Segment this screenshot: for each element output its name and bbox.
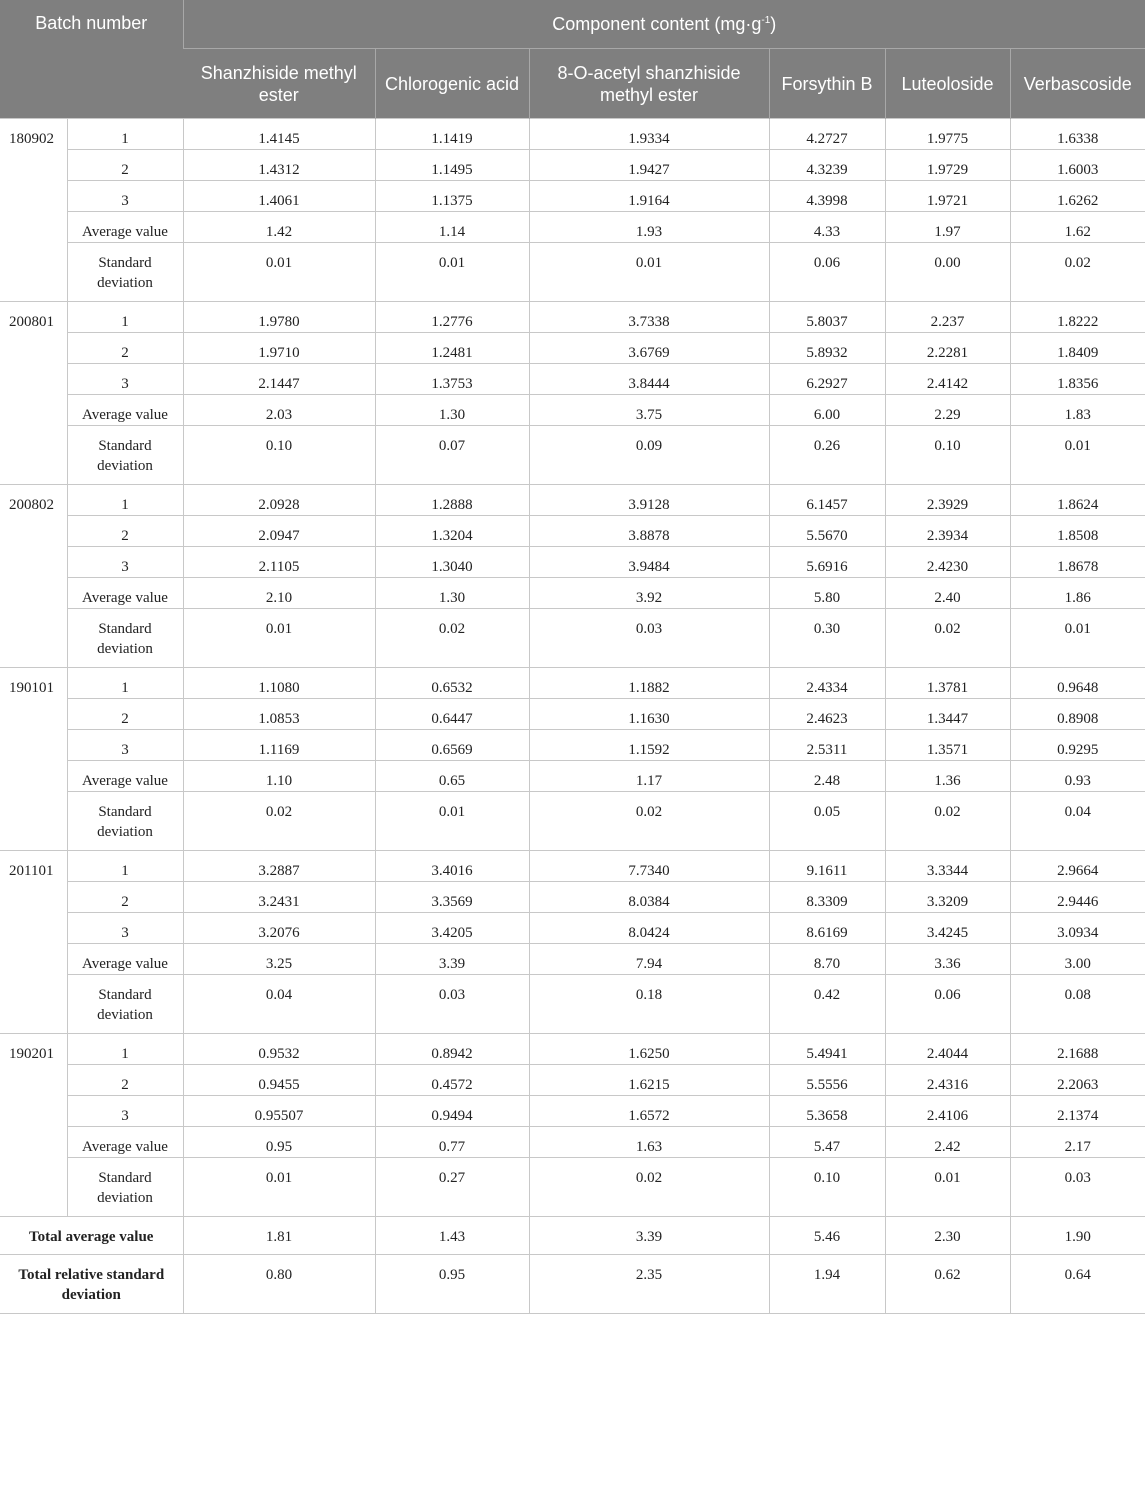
row-label-cell: 2 — [67, 1065, 183, 1096]
row-label-cell: 3 — [67, 730, 183, 761]
value-cell: 2.4230 — [885, 547, 1010, 578]
value-cell: 2.03 — [183, 395, 375, 426]
value-cell: 0.07 — [375, 426, 529, 485]
value-cell: 2.35 — [529, 1255, 769, 1314]
value-cell: 3.92 — [529, 578, 769, 609]
value-cell: 8.3309 — [769, 882, 885, 913]
value-cell: 0.64 — [1010, 1255, 1145, 1314]
value-cell: 1.30 — [375, 395, 529, 426]
table-row — [0, 851, 1145, 882]
value-cell: 0.30 — [769, 609, 885, 668]
table-body — [0, 119, 1145, 1314]
value-cell: 0.06 — [885, 975, 1010, 1034]
value-cell: 3.9484 — [529, 547, 769, 578]
value-cell: 3.6769 — [529, 333, 769, 364]
row-label-cell: Average value — [67, 395, 183, 426]
value-cell: 2.4623 — [769, 699, 885, 730]
value-cell: 3.2431 — [183, 882, 375, 913]
value-cell: 3.3569 — [375, 882, 529, 913]
value-cell: 1.6250 — [529, 1034, 769, 1065]
value-cell: 0.01 — [183, 243, 375, 302]
value-cell: 3.2076 — [183, 913, 375, 944]
value-cell: 0.01 — [375, 243, 529, 302]
row-label-cell: Average value — [67, 761, 183, 792]
value-cell: 0.02 — [885, 609, 1010, 668]
value-cell: 1.8222 — [1010, 302, 1145, 333]
table-row — [0, 1034, 1145, 1065]
value-cell: 1.14 — [375, 212, 529, 243]
value-cell: 7.7340 — [529, 851, 769, 882]
value-cell: 2.9446 — [1010, 882, 1145, 913]
value-cell: 7.94 — [529, 944, 769, 975]
value-cell: 1.3781 — [885, 668, 1010, 699]
value-cell: 0.00 — [885, 243, 1010, 302]
value-cell: 2.5311 — [769, 730, 885, 761]
row-label-cell: 2 — [67, 516, 183, 547]
value-cell: 2.3934 — [885, 516, 1010, 547]
value-cell: 1.9334 — [529, 119, 769, 150]
value-cell: 1.6572 — [529, 1096, 769, 1127]
value-cell: 1.90 — [1010, 1217, 1145, 1255]
value-cell: 1.8356 — [1010, 364, 1145, 395]
value-cell: 0.9455 — [183, 1065, 375, 1096]
row-label-cell: 2 — [67, 333, 183, 364]
table-row — [0, 426, 1145, 485]
value-cell: 0.80 — [183, 1255, 375, 1314]
value-cell: 1.86 — [1010, 578, 1145, 609]
value-cell: 8.0424 — [529, 913, 769, 944]
value-cell: 3.3209 — [885, 882, 1010, 913]
value-cell: 1.43 — [375, 1217, 529, 1255]
value-cell: 9.1611 — [769, 851, 885, 882]
table-row — [0, 975, 1145, 1034]
value-cell: 0.02 — [1010, 243, 1145, 302]
value-cell: 2.10 — [183, 578, 375, 609]
value-cell: 0.05 — [769, 792, 885, 851]
value-cell: 0.02 — [375, 609, 529, 668]
value-cell: 5.5556 — [769, 1065, 885, 1096]
totals-row — [0, 1217, 1145, 1255]
value-cell: 0.01 — [1010, 609, 1145, 668]
row-label-cell: 1 — [67, 485, 183, 516]
value-cell: 0.10 — [183, 426, 375, 485]
value-cell: 3.9128 — [529, 485, 769, 516]
value-cell: 3.39 — [529, 1217, 769, 1255]
value-cell: 1.93 — [529, 212, 769, 243]
value-cell: 4.33 — [769, 212, 885, 243]
batch-number-cell: 180902 — [0, 119, 67, 302]
value-cell: 5.3658 — [769, 1096, 885, 1127]
row-label-cell: 1 — [67, 302, 183, 333]
table-row — [0, 578, 1145, 609]
table-row — [0, 333, 1145, 364]
value-cell: 4.2727 — [769, 119, 885, 150]
value-cell: 2.0928 — [183, 485, 375, 516]
totals-row — [0, 1255, 1145, 1314]
row-label-cell: 3 — [67, 547, 183, 578]
value-cell: 1.3753 — [375, 364, 529, 395]
value-cell: 8.70 — [769, 944, 885, 975]
row-label-cell: 3 — [67, 181, 183, 212]
value-cell: 3.4245 — [885, 913, 1010, 944]
row-label-cell: 3 — [67, 1096, 183, 1127]
row-label-cell: Standard deviation — [67, 426, 183, 485]
value-cell: 3.0934 — [1010, 913, 1145, 944]
value-cell: 3.7338 — [529, 302, 769, 333]
value-cell: 3.3344 — [885, 851, 1010, 882]
column-header: Shanzhiside methyl ester — [183, 49, 375, 119]
value-cell: 1.2776 — [375, 302, 529, 333]
table-row — [0, 119, 1145, 150]
value-cell: 3.39 — [375, 944, 529, 975]
table-row — [0, 1096, 1145, 1127]
value-cell: 1.1419 — [375, 119, 529, 150]
table-row — [0, 547, 1145, 578]
value-cell: 6.00 — [769, 395, 885, 426]
value-cell: 0.62 — [885, 1255, 1010, 1314]
value-cell: 1.0853 — [183, 699, 375, 730]
value-cell: 0.09 — [529, 426, 769, 485]
value-cell: 5.8932 — [769, 333, 885, 364]
value-cell: 1.4312 — [183, 150, 375, 181]
column-header: Luteoloside — [885, 49, 1010, 119]
value-cell: 2.1374 — [1010, 1096, 1145, 1127]
value-cell: 0.95 — [375, 1255, 529, 1314]
value-cell: 5.6916 — [769, 547, 885, 578]
value-cell: 1.1882 — [529, 668, 769, 699]
value-cell: 0.9494 — [375, 1096, 529, 1127]
value-cell: 1.30 — [375, 578, 529, 609]
value-cell: 0.95507 — [183, 1096, 375, 1127]
row-label-cell: Average value — [67, 578, 183, 609]
value-cell: 4.3239 — [769, 150, 885, 181]
value-cell: 1.2888 — [375, 485, 529, 516]
row-label-cell: Standard deviation — [67, 1158, 183, 1217]
value-cell: 0.95 — [183, 1127, 375, 1158]
value-cell: 2.1688 — [1010, 1034, 1145, 1065]
value-cell: 1.9710 — [183, 333, 375, 364]
value-cell: 0.8908 — [1010, 699, 1145, 730]
component-content-header — [183, 0, 1145, 49]
table-row — [0, 944, 1145, 975]
batch-number-cell: 201101 — [0, 851, 67, 1034]
row-label-cell: Average value — [67, 1127, 183, 1158]
value-cell: 5.4941 — [769, 1034, 885, 1065]
value-cell: 0.93 — [1010, 761, 1145, 792]
value-cell: 0.18 — [529, 975, 769, 1034]
table-row — [0, 1127, 1145, 1158]
value-cell: 0.03 — [375, 975, 529, 1034]
batch-number-cell: 190101 — [0, 668, 67, 851]
value-cell: 1.3571 — [885, 730, 1010, 761]
value-cell: 0.02 — [529, 792, 769, 851]
value-cell: 3.2887 — [183, 851, 375, 882]
value-cell: 0.10 — [885, 426, 1010, 485]
value-cell: 1.3204 — [375, 516, 529, 547]
value-cell: 1.42 — [183, 212, 375, 243]
value-cell: 2.42 — [885, 1127, 1010, 1158]
row-label-cell: 2 — [67, 699, 183, 730]
value-cell: 0.9295 — [1010, 730, 1145, 761]
table-row — [0, 761, 1145, 792]
table-row — [0, 730, 1145, 761]
value-cell: 0.01 — [183, 609, 375, 668]
value-cell: 0.9532 — [183, 1034, 375, 1065]
value-cell: 1.6003 — [1010, 150, 1145, 181]
value-cell: 3.8878 — [529, 516, 769, 547]
value-cell: 0.01 — [1010, 426, 1145, 485]
table-row — [0, 212, 1145, 243]
value-cell: 0.01 — [183, 1158, 375, 1217]
value-cell: 2.2281 — [885, 333, 1010, 364]
value-cell: 1.2481 — [375, 333, 529, 364]
value-cell: 2.4334 — [769, 668, 885, 699]
table-row — [0, 882, 1145, 913]
row-label-cell: 1 — [67, 668, 183, 699]
column-header: Forsythin B — [769, 49, 885, 119]
value-cell: 1.9729 — [885, 150, 1010, 181]
totals-label-cell: Total average value — [0, 1217, 183, 1255]
totals-label-cell: Total relative standard deviation — [0, 1255, 183, 1314]
value-cell: 3.25 — [183, 944, 375, 975]
value-cell: 0.6532 — [375, 668, 529, 699]
row-label-cell: Standard deviation — [67, 975, 183, 1034]
value-cell: 1.3447 — [885, 699, 1010, 730]
value-cell: 0.01 — [529, 243, 769, 302]
value-cell: 1.8508 — [1010, 516, 1145, 547]
value-cell: 1.4145 — [183, 119, 375, 150]
table-row — [0, 516, 1145, 547]
value-cell: 2.1447 — [183, 364, 375, 395]
batch-number-header: Batch number — [0, 0, 183, 119]
table-header — [0, 0, 1145, 119]
value-cell: 5.80 — [769, 578, 885, 609]
table-row — [0, 668, 1145, 699]
row-label-cell: 3 — [67, 913, 183, 944]
batch-number-cell: 200801 — [0, 302, 67, 485]
value-cell: 2.0947 — [183, 516, 375, 547]
value-cell: 8.0384 — [529, 882, 769, 913]
value-cell: 0.6447 — [375, 699, 529, 730]
row-label-cell: Standard deviation — [67, 792, 183, 851]
value-cell: 2.40 — [885, 578, 1010, 609]
value-cell: 0.04 — [183, 975, 375, 1034]
row-label-cell: 1 — [67, 851, 183, 882]
column-header: 8-O-acetyl shanzhiside methyl ester — [529, 49, 769, 119]
value-cell: 1.1592 — [529, 730, 769, 761]
column-header: Verbascoside — [1010, 49, 1145, 119]
value-cell: 1.1495 — [375, 150, 529, 181]
value-cell: 0.04 — [1010, 792, 1145, 851]
value-cell: 3.36 — [885, 944, 1010, 975]
value-cell: 1.6338 — [1010, 119, 1145, 150]
value-cell: 1.97 — [885, 212, 1010, 243]
value-cell: 1.9427 — [529, 150, 769, 181]
value-cell: 2.48 — [769, 761, 885, 792]
table-row — [0, 609, 1145, 668]
value-cell: 3.75 — [529, 395, 769, 426]
value-cell: 6.2927 — [769, 364, 885, 395]
table-row — [0, 243, 1145, 302]
value-cell: 5.47 — [769, 1127, 885, 1158]
value-cell: 0.06 — [769, 243, 885, 302]
value-cell: 0.27 — [375, 1158, 529, 1217]
row-label-cell: Average value — [67, 944, 183, 975]
component-content-label-end: ) — [770, 14, 777, 34]
table-row — [0, 364, 1145, 395]
row-label-cell: 2 — [67, 150, 183, 181]
value-cell: 1.1169 — [183, 730, 375, 761]
row-label-cell: 3 — [67, 364, 183, 395]
value-cell: 0.01 — [375, 792, 529, 851]
value-cell: 1.17 — [529, 761, 769, 792]
value-cell: 1.3040 — [375, 547, 529, 578]
value-cell: 0.9648 — [1010, 668, 1145, 699]
value-cell: 5.5670 — [769, 516, 885, 547]
value-cell: 0.10 — [769, 1158, 885, 1217]
value-cell: 1.94 — [769, 1255, 885, 1314]
value-cell: 0.77 — [375, 1127, 529, 1158]
value-cell: 3.8444 — [529, 364, 769, 395]
value-cell: 1.63 — [529, 1127, 769, 1158]
value-cell: 5.46 — [769, 1217, 885, 1255]
value-cell: 1.1080 — [183, 668, 375, 699]
value-cell: 3.4205 — [375, 913, 529, 944]
value-cell: 0.01 — [885, 1158, 1010, 1217]
value-cell: 1.83 — [1010, 395, 1145, 426]
value-cell: 1.9164 — [529, 181, 769, 212]
table-row — [0, 485, 1145, 516]
value-cell: 2.17 — [1010, 1127, 1145, 1158]
row-label-cell: 1 — [67, 119, 183, 150]
value-cell: 0.08 — [1010, 975, 1145, 1034]
table-row — [0, 302, 1145, 333]
value-cell: 1.8624 — [1010, 485, 1145, 516]
value-cell: 0.8942 — [375, 1034, 529, 1065]
value-cell: 1.6262 — [1010, 181, 1145, 212]
value-cell: 1.10 — [183, 761, 375, 792]
value-cell: 5.8037 — [769, 302, 885, 333]
value-cell: 1.8409 — [1010, 333, 1145, 364]
value-cell: 1.8678 — [1010, 547, 1145, 578]
value-cell: 1.1630 — [529, 699, 769, 730]
value-cell: 0.03 — [529, 609, 769, 668]
value-cell: 2.1105 — [183, 547, 375, 578]
table-row — [0, 792, 1145, 851]
batch-number-cell: 190201 — [0, 1034, 67, 1217]
batch-number-cell: 200802 — [0, 485, 67, 668]
value-cell: 0.03 — [1010, 1158, 1145, 1217]
value-cell: 2.4044 — [885, 1034, 1010, 1065]
value-cell: 0.6569 — [375, 730, 529, 761]
value-cell: 1.6215 — [529, 1065, 769, 1096]
value-cell: 1.81 — [183, 1217, 375, 1255]
column-header: Chlorogenic acid — [375, 49, 529, 119]
value-cell: 2.4106 — [885, 1096, 1010, 1127]
row-label-cell: Standard deviation — [67, 243, 183, 302]
value-cell: 2.29 — [885, 395, 1010, 426]
value-cell: 0.02 — [885, 792, 1010, 851]
value-cell: 2.4142 — [885, 364, 1010, 395]
value-cell: 2.4316 — [885, 1065, 1010, 1096]
value-cell: 1.9775 — [885, 119, 1010, 150]
value-cell: 2.3929 — [885, 485, 1010, 516]
value-cell: 3.4016 — [375, 851, 529, 882]
table-row — [0, 1065, 1145, 1096]
value-cell: 0.02 — [529, 1158, 769, 1217]
value-cell: 8.6169 — [769, 913, 885, 944]
table-row — [0, 395, 1145, 426]
table-row — [0, 699, 1145, 730]
value-cell: 0.4572 — [375, 1065, 529, 1096]
row-label-cell: 1 — [67, 1034, 183, 1065]
component-content-label: Component content (mg·g — [552, 14, 762, 34]
value-cell: 1.36 — [885, 761, 1010, 792]
value-cell: 1.62 — [1010, 212, 1145, 243]
value-cell: 2.237 — [885, 302, 1010, 333]
value-cell: 0.26 — [769, 426, 885, 485]
unit-superscript: -1 — [761, 15, 771, 26]
value-cell: 2.2063 — [1010, 1065, 1145, 1096]
value-cell: 1.9780 — [183, 302, 375, 333]
value-cell: 1.9721 — [885, 181, 1010, 212]
value-cell: 0.02 — [183, 792, 375, 851]
table-row — [0, 1158, 1145, 1217]
value-cell: 1.1375 — [375, 181, 529, 212]
value-cell: 1.4061 — [183, 181, 375, 212]
value-cell: 2.9664 — [1010, 851, 1145, 882]
value-cell: 3.00 — [1010, 944, 1145, 975]
row-label-cell: 2 — [67, 882, 183, 913]
value-cell: 0.42 — [769, 975, 885, 1034]
value-cell: 2.30 — [885, 1217, 1010, 1255]
value-cell: 0.65 — [375, 761, 529, 792]
row-label-cell: Average value — [67, 212, 183, 243]
value-cell: 4.3998 — [769, 181, 885, 212]
table-row — [0, 181, 1145, 212]
row-label-cell: Standard deviation — [67, 609, 183, 668]
table-row — [0, 913, 1145, 944]
value-cell: 6.1457 — [769, 485, 885, 516]
table-row — [0, 150, 1145, 181]
